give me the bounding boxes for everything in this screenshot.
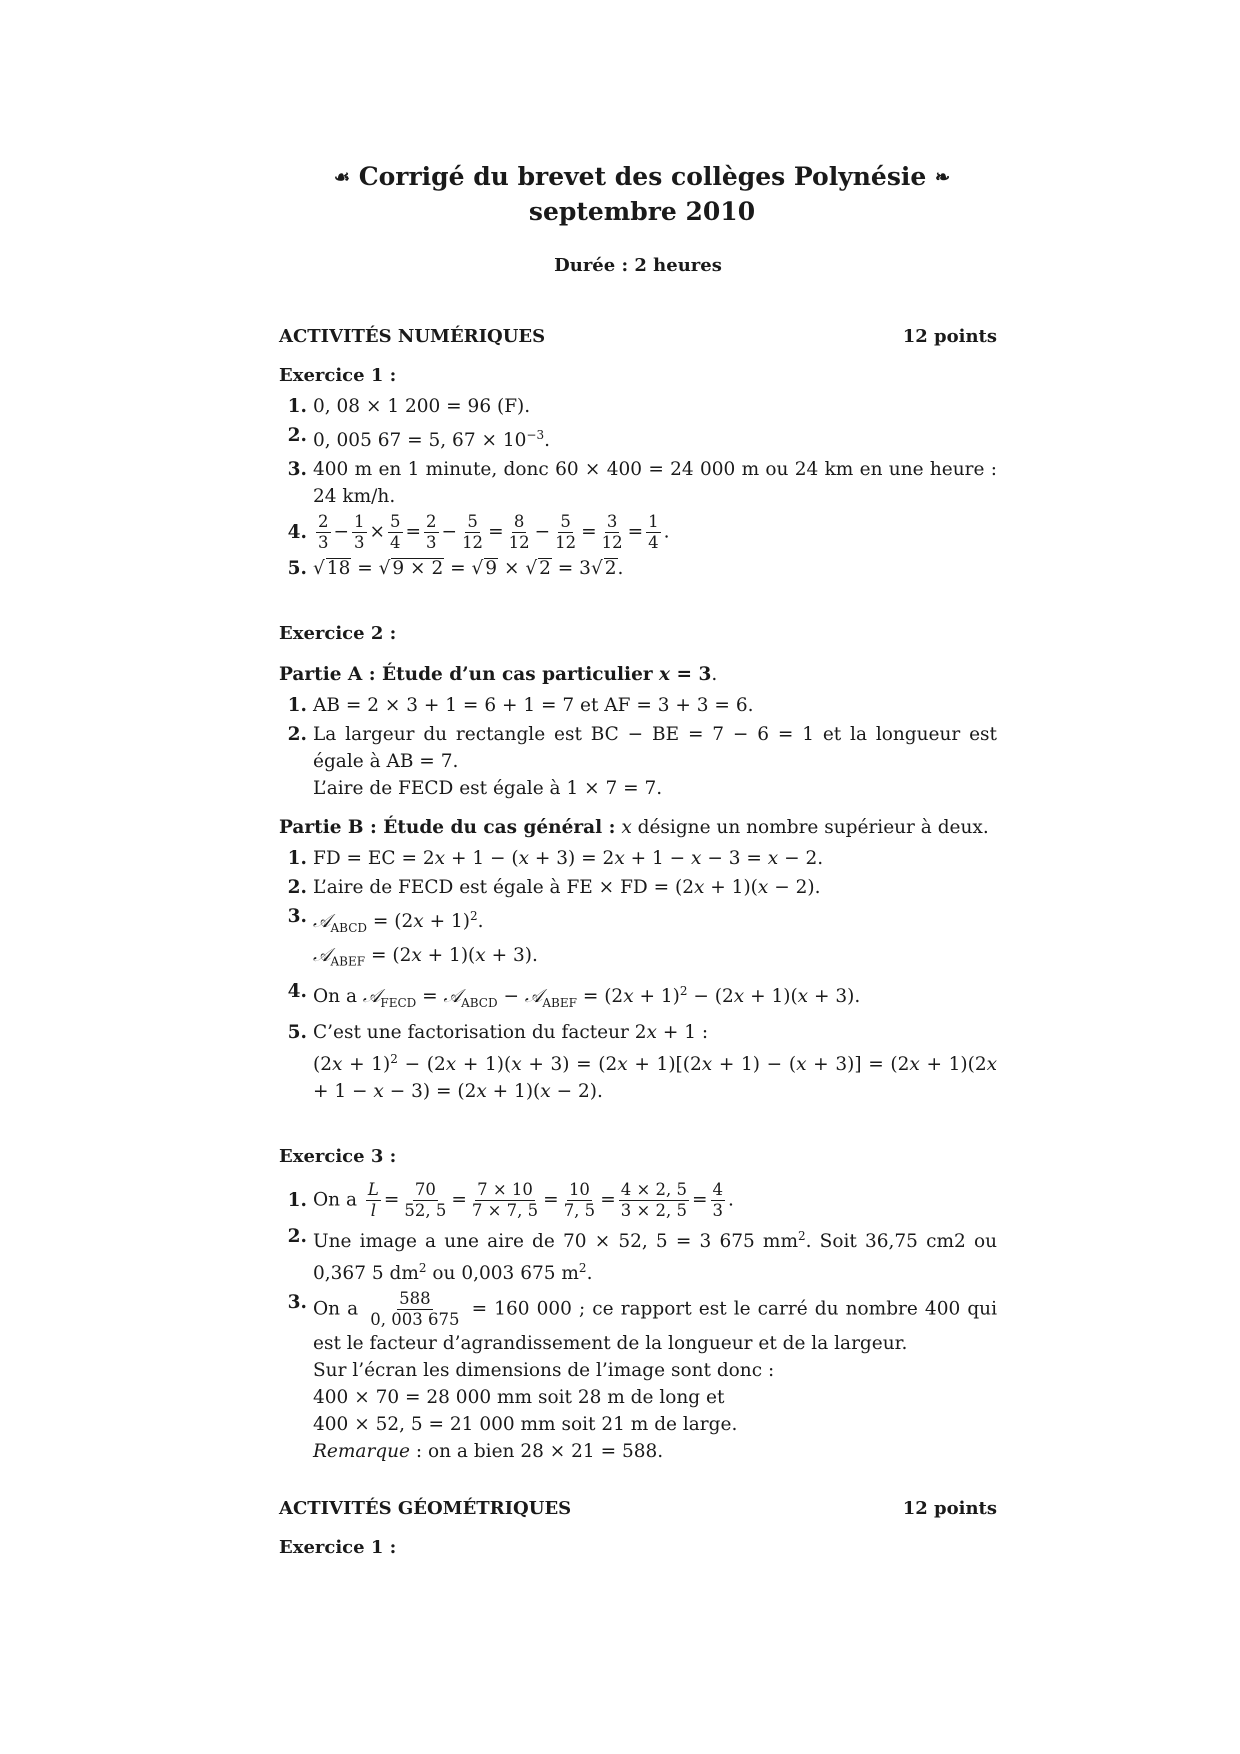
section-title: ACTIVITÉS NUMÉRIQUES	[279, 326, 546, 347]
geo-exercise-1-heading: Exercice 1 :	[279, 1537, 397, 1558]
duration: Durée : 2 heures	[554, 255, 722, 276]
list-item: 2. 0, 005 67 = 5, $67 \times 10^{-3}$.	[287, 425, 550, 452]
ex3-remark: Remarque : on a bien 28 × 21 = 588.	[313, 1441, 664, 1462]
list-item: 2. La largeur du rectangle est BC − BE = 7 − 6 = 1 et la longueur est égale à AB = 7. L’aire de FECD est égale à 1 × 7 = 7.	[287, 724, 997, 800]
ornament-right-icon: ❧	[935, 167, 951, 188]
part-b-heading: Partie B : Étude du cas général : x désigne un nombre supérieur à deux.	[279, 817, 989, 839]
ex3-line: 400 × 52, 5 = 21 000 mm soit 21 m de large.	[313, 1414, 738, 1435]
exercise-1-heading: Exercice 1 :	[279, 365, 397, 386]
list-item: 4. On a 𝒜$_{FECD}$ = 𝒜$_{ABCD}$ − 𝒜$_{ABEF}$ = $(2x + 1)^2 - (2x + 1)(x + 3)$.	[287, 980, 861, 1010]
list-item: 3. 𝒜$_{ABCD}$ = $(2x + 1)^2$. 𝒜$_{ABEF}$ = (2x + 1)(x + 3).	[287, 906, 538, 969]
list-item: 4. $\frac{2}{3}$ − $\frac{1}{3}$ × $\frac{5}{4}$ = $\frac{2}{3}$ − $\frac{5}{12}$ = $\frac{8}{12}$ − $\frac{5}{12}$ = $\frac{3}{12}$ = $\frac{1}{4}$ .	[287, 512, 670, 553]
list-item: 1. On a $\frac{L}{l}$ = $\frac{70}{52, 5}$ = $\frac{7 \times 10}{7 \times 7, 5}$ = $\frac{10}{7, 5}$ = $\frac{4 \times 2, 5}{3 \times 2, 5}$ = $\frac{4}{3}$ .	[287, 1179, 734, 1220]
section-points: 12 points	[902, 1498, 997, 1519]
exercise-1-list	[279, 393, 997, 582]
list-item: 1. AB = 2 × 3 + 1 = 6 + 1 = 7 et AF = 3 + 3 = 6.	[287, 695, 754, 717]
section-activites-geometriques	[279, 1495, 997, 1522]
section-title: ACTIVITÉS GÉOMÉTRIQUES	[279, 1498, 572, 1519]
list-item: 3. On a $\frac{588}{0, 003 675}$ = 160 000 ; ce rapport est le carré du nombre 400 qui est le facteur d’agrandissement de la longueur et de la largeur. Sur l’écran les dimensions de l’image sont donc : 400 × 70 = 28 000 mm soit 28 m de long et 400 × 52, 5 = 21 000 mm soit 21 m de large. Remarque : on a bien 28 × 21 = 588.	[287, 1289, 997, 1462]
list-item: 1. 0, 08 × 1 200 = 96 (F).	[287, 396, 531, 417]
ornament-left-icon: ☙	[333, 167, 350, 188]
exercise-2-heading: Exercice 2 :	[279, 623, 397, 645]
list-item: 5. C’est une factorisation du facteur 2x + 1 : $(2x + 1)^2 - (2x + 1)(x + 3) = (2x + 1)[(2x + 1) - (x + 3)] = (2x + 1)(2x + 1 - x - 3) = (2x + 1)(x - 2)$.	[287, 1021, 998, 1102]
document-title	[287, 160, 997, 229]
title-line-1: Corrigé du brevet des collèges Polynésie	[358, 162, 927, 191]
list-item: 2. L’aire de FECD est égale à FE × FD = (2x + 1)(x − 2).	[287, 877, 821, 899]
exercise-3-heading: Exercice 3 :	[279, 1145, 397, 1167]
section-points: 12 points	[902, 326, 997, 347]
exercise-3-list	[279, 1180, 997, 1465]
section-activites-numeriques	[279, 323, 997, 350]
ex3-line: 400 × 70 = 28 000 mm soit 28 m de long et	[313, 1387, 725, 1408]
part-a-heading: Partie A : Étude d’un cas particulier x = 3.	[279, 664, 718, 686]
ex3-line: Sur l’écran les dimensions de l’image sont donc :	[313, 1360, 775, 1381]
list-item: 5. √ 18 = √ 9 × 2 = √ 9 × √ 2 = 3√ 2.	[287, 558, 624, 580]
list-item: 3. 400 m en 1 minute, donc 60 × 400 = 24 000 m ou 24 km en une heure : 24 km/h.	[287, 459, 997, 508]
part-a-list	[279, 692, 997, 802]
list-item: 2. Une image a une aire de 70 × 52, 5 = 3 675 $mm^2$. Soit 36,75 cm2 ou 0,367 5 $dm^2$ ou 0,003 675 $m^2$.	[287, 1225, 997, 1284]
title-line-2: septembre 2010	[528, 197, 756, 226]
list-item: 1. FD = EC = 2x + 1 − (x + 3) = 2x + 1 − x − 3 = x − 2.	[287, 848, 824, 870]
document-page	[279, 160, 997, 1561]
part-b-list	[279, 845, 997, 1105]
